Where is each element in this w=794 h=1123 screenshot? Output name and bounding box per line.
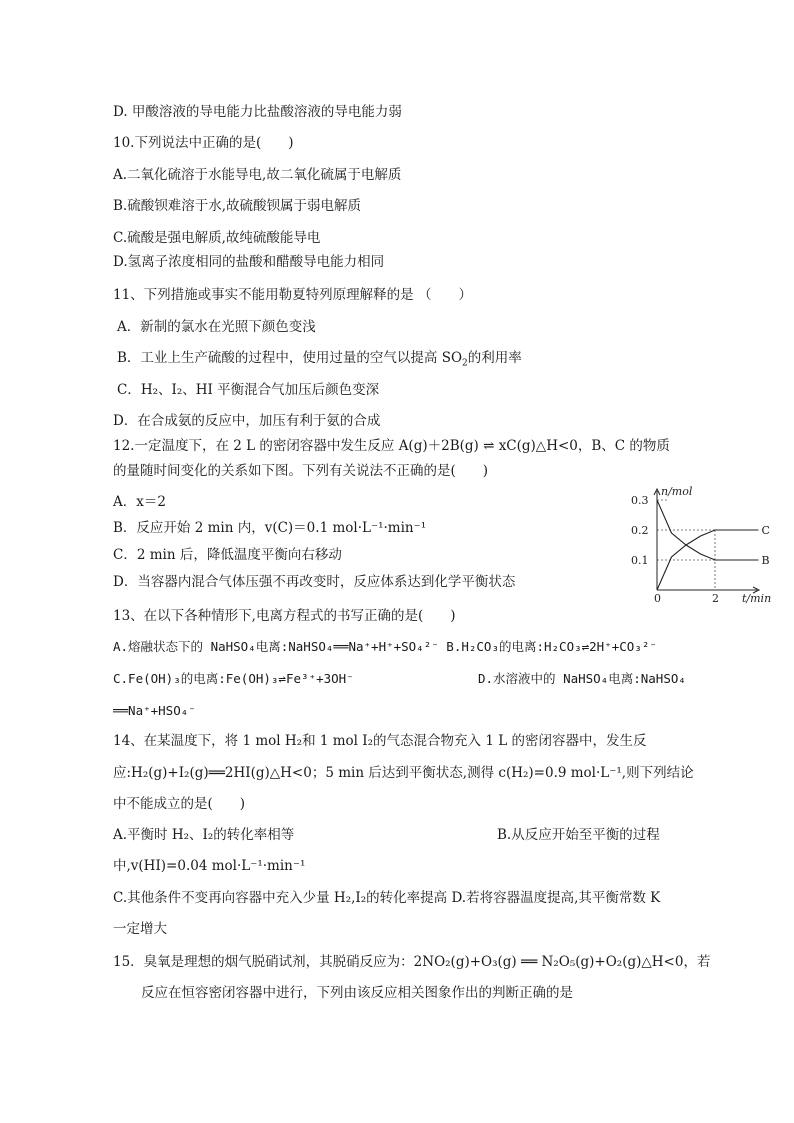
- q13-options-ab: A.熔融状态下的 NaHSO₄电离:NaHSO₄══Na⁺+H⁺+SO₄²⁻ B.H₂CO₃的电离:H₂CO₃⇌2H⁺+CO₃²⁻: [113, 639, 657, 654]
- q11-stem: 11、下列措施或事实不能用勒夏特列原理解释的是 （ ）: [113, 287, 472, 303]
- q12-graph: [630, 485, 780, 605]
- q10-option-b: B.硫酸钡难溶于水,故硫酸钡属于弱电解质: [113, 198, 362, 214]
- q12-option-d: D．当容器内混合气体压强不再改变时，反应体系达到化学平衡状态: [113, 574, 516, 590]
- x-tick-label: 0: [654, 592, 661, 605]
- q14-option-d-cont: 一定增大: [113, 921, 167, 937]
- y-axis-label: n/mol: [661, 485, 693, 498]
- x-axis-label: t/min: [742, 592, 772, 605]
- q15-stem-line1: 15．臭氧是理想的烟气脱硝试剂，其脱硝反应为：2NO₂(g)+O₃(g) ══ N₂O₅(g)+O₂(g)△H<0，若: [113, 954, 711, 970]
- q11-option-a: A．新制的氯水在光照下颜色变浅: [117, 319, 316, 335]
- x-tick-label: 2: [712, 592, 719, 605]
- q11-option-c: C．H₂、I₂、HI 平衡混合气加压后颜色变深: [117, 382, 380, 398]
- q12-option-a: A．x＝2: [113, 494, 166, 510]
- q13-option-d: D.水溶液中的 NaHSO₄电离:NaHSO₄: [478, 671, 686, 686]
- q10-option-d: D.氢离子浓度相同的盐酸和醋酸导电能力相同: [113, 254, 385, 270]
- q14-stem-line3: 中不能成立的是( ): [113, 796, 246, 812]
- q10-stem: 10.下列说法中正确的是( ): [113, 135, 294, 151]
- series-b-label: B: [761, 554, 770, 567]
- q11-option-d: D．在合成氨的反应中，加压有利于氨的合成: [113, 413, 381, 429]
- q10-option-c: C.硫酸是强电解质,故纯硫酸能导电: [113, 230, 321, 246]
- y-tick-label: 0.3: [631, 494, 649, 507]
- q11-option-b-subscript: 2: [462, 358, 468, 369]
- q11-option-b-text: B．工业上生产硫酸的过程中，使用过量的空气以提高 SO: [117, 350, 463, 366]
- q14-option-b: B.从反应开始至平衡的过程: [497, 827, 660, 843]
- q14-option-a: A.平衡时 H₂、I₂的转化率相等: [113, 827, 295, 843]
- q10-option-a: A.二氧化硫溶于水能导电,故二氧化硫属于电解质: [113, 167, 402, 183]
- q11-option-b: [117, 349, 522, 367]
- y-tick-label: 0.1: [631, 554, 649, 567]
- y-tick-label: 0.2: [631, 524, 649, 537]
- q15-stem-line2: 反应在恒容密闭容器中进行，下列由该反应相关图象作出的判断正确的是: [141, 985, 573, 1001]
- q12-option-b: B．反应开始 2 min 内，v(C)＝0.1 mol·L⁻¹·min⁻¹: [113, 520, 427, 536]
- q12-stem-line2: 的量随时间变化的关系如下图。下列有关说法不正确的是( ): [113, 463, 489, 479]
- series-c-label: C: [761, 524, 770, 537]
- q12-stem-line1: 12.一定温度下，在 2 L 的密闭容器中发生反应 A(g)＋2B(g) ⇌ xC(g)△H<0，B、C 的物质: [113, 438, 670, 454]
- q14-option-b-cont: 中,v(HI)=0.04 mol·L⁻¹·min⁻¹: [113, 858, 306, 874]
- q14-stem-line2: 应:H₂(g)+I₂(g)══2HI(g)△H<0；5 min 后达到平衡状态,测得 c(H₂)=0.9 mol·L⁻¹,则下列结论: [113, 765, 694, 781]
- q12-option-c: C．2 min 后，降低温度平衡向右移动: [113, 547, 342, 563]
- q9-option-d: D. 甲酸溶液的导电能力比盐酸溶液的导电能力弱: [113, 104, 402, 120]
- q11-option-b-tail: 的利用率: [467, 350, 522, 366]
- q13-option-d-cont: ══Na⁺+HSO₄⁻: [113, 703, 196, 718]
- q14-options-cd: C.其他条件不变再向容器中充入少量 H₂,I₂的转化率提高 D.若将容器温度提高,其平衡常数 K: [113, 890, 661, 906]
- q14-stem-line1: 14、在某温度下，将 1 mol H₂和 1 mol I₂的气态混合物充入 1 L 的密闭容器中，发生反: [113, 733, 647, 749]
- q13-stem: 13、在以下各种情形下,电离方程式的书写正确的是( ): [113, 608, 456, 624]
- q13-option-c: C.Fe(OH)₃的电离:Fe(OH)₃⇌Fe³⁺+3OH⁻: [113, 671, 354, 686]
